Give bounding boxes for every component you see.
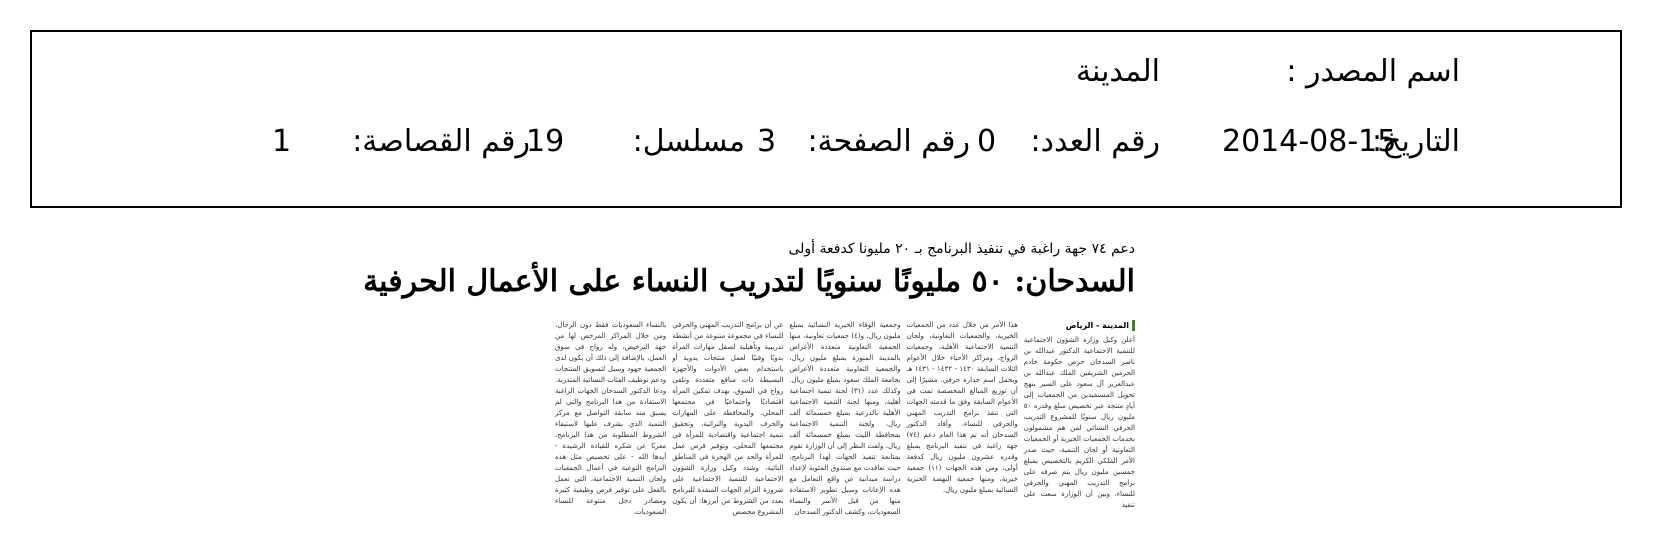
- page-label: رقم الصفحة:: [807, 124, 970, 159]
- clipping-info-box: [30, 30, 1622, 208]
- serial-label: مسلسل:: [632, 124, 745, 159]
- page-value: 3: [757, 124, 777, 159]
- issue-value: 0: [977, 124, 997, 159]
- article-column: عن أن برامج التدريب المهني والحرفي للنساء في مجموعة متنوعة من أنشطة تدريبية وتأهيلية لصقل مهارات المرأة بدويًا وفنيًا لعمل منتجات يدوية أو باستخدام بعض الأدوات والأجهزة البسيطة ذات منافع متعددة وتلقى رواج في السوق، بهدف تمكين المرأة اقتصاديًا واجتماعيًا في مجتمعها المحلي، والمحافظة على المهارات والحرف اليدوية والتراثية، وتحقيق تنمية اجتماعية واقتصادية للمرأة في مجتمعها المحلي، وتوفير فرص عمل للمرأة والحد من الهجرة في المناطق النائية، وشدد وكيل وزارة الشؤون الاجتماعية للتنمية الاجتماعية على ضرورة التزام الجهات المنفذة للبرنامج بعدد من الشروط من أبرزها: أن يكون المشروع مخصص: [672, 321, 784, 516]
- article-kicker: دعم ٧٤ جهة راغبة في تنفيذ البرنامج بـ ٢٠ مليونا كدفعة أولى: [788, 241, 1135, 257]
- source-label: اسم المصدر :: [1286, 54, 1460, 89]
- date-value: 2014-08-15: [1222, 124, 1397, 159]
- article-column: وجمعية الوفاء الخيرية النسائية بمبلغ مليون ريال، و(٤) جمعيات تعاونية، منها الجمعية التعاونية متعددة الأغراض بالمدينة المنورة بمبلغ مليون ريال، والجمعية التعاونية متعددة الأغراض بجامعة الملك سعود بمبلغ مليون ريال. وكذلك عدد (٣١) لجنة تنمية اجتماعية أهلية، ومنها لجنة التنمية الاجتماعية الأهلية بالدرعية بمبلغ خمسمائة ألف ريال، ولجنة التنمية الاجتماعية بمحافظة الليث بمبلغ خمسمائة ألف ريال، ولفت النظر إلى أن الوزارة تقوم بمتابعة تنفيذ الجهات لهذا البرنامج، حيث تعاقدت مع صندوق المئوية لإعداد دراسة ميدانية عن واقع التعامل مع هذه الإعانات وسبل تطوير الاستفادة منها من قبل الأسر والنساء السعوديات، وكشف الدكتور السدحان: [789, 321, 901, 516]
- newspaper-clipping: [363, 240, 1135, 545]
- clip-number-value: 1: [272, 124, 292, 159]
- date-label: التاريخ:: [1372, 124, 1460, 159]
- article-column: هذا الأمر من خلال عدد من الجمعيات الخيرية، والجمعيات التعاونية، ولجان التنمية الاجتماعية الأهلية، وجمعيات الزواج، ومراكز الأحياء خلال الأعوام الثلاث السابقة ١٤٣٠ - ١٤٣٢ - ١٤٣١ هـ ويحمل اسم جدارة حرفي. مشيرًا إلى أن توزيع المبالغ المخصصة تمت في الأعوام السابقة وفق ما قدمته الجهات التي تنفذ برامج التدريب المهني والحرفي للنساء، وأفاد الدكتور السدحان أنه تم هذا العام دعم (٧٤) جهة راغبة في تنفيذ البرنامج بمبلغ وقدره عشرون مليون ريال كدفعة أولى، ومن هذه الجهات (١١) جمعية خيرية، ومنها جمعية النهضة الخيرية النسائية بمبلغ مليون ريال.: [906, 321, 1018, 494]
- article-byline: المدينة - الرياض: [1066, 320, 1135, 331]
- article-column: [1024, 320, 1135, 545]
- article-column-text: أعلن وكيل وزارة الشؤون الاجتماعية للتنمية الاجتماعية الدكتور عبدالله بن ناصر السدحان حرص حكومة خادم الحرمين الشريفين الملك عبدالله بن عبدالعزيز آل سعود على السير بنهج تحويل المستفيدين من الجمعيات إلى أيادٍ منتجة عبر تخصيص مبلغ وقدره ٥٠ مليون ريال سنويًا للمشروع التدريب الحرفي النسائي لمن هم مشمولون بخدمات الجمعيات الخيرية أو الجمعيات التعاونية أو لجان التنمية، حيث صدر الأمر الملكي الكريم بالتخصيص بمبلغ خمسين مليون ريال يتم صرفه على برامج التدريب المهني والحرفي للنساء، وبين أن الوزارة سعت على تنفيذ: [1023, 336, 1135, 509]
- serial-value: 19: [526, 124, 565, 159]
- issue-label: رقم العدد:: [1030, 124, 1160, 159]
- clip-number-label: رقم القصاصة:: [352, 124, 530, 159]
- source-value: المدينة: [1075, 54, 1160, 89]
- article-headline: السدحان: ٥٠ مليونًا سنويًا لتدريب النساء على الأعمال الحرفية: [363, 264, 1135, 299]
- article-body: [555, 320, 1135, 545]
- article-column: بالنساء السعوديات فقط دون الرجال، ومن خلال المراكز المرخص لها من جهة الترخيص، وله رواج في سوق العمل، بالإضافة إلى ذلك أن يكون لدى الجمعية جهود وسبل لتسويق المنتجات ودعم توظيف الفئات النسائية المتدربة. ودعا الدكتور السدحان الجهات الراغبة الاستفادة من هذا البرنامج والتي لم يسبق منه سابقة التواصل مع مركز التنمية الذي يشرف عليها لاستيفاء الشروط المطلوبة من هذا البرنامج، معربًا عن شكره للقيادة الرشيدة - أيدها الله - على تخصيص مثل هذه البرامج النوعية في أعمال الجمعيات ولجان التنمية الاجتماعية، التي تعمل بالفعل على توفير فرص وظيفية كثيرة ومصادر دخل متنوعة للنساء السعوديات.: [554, 321, 667, 516]
